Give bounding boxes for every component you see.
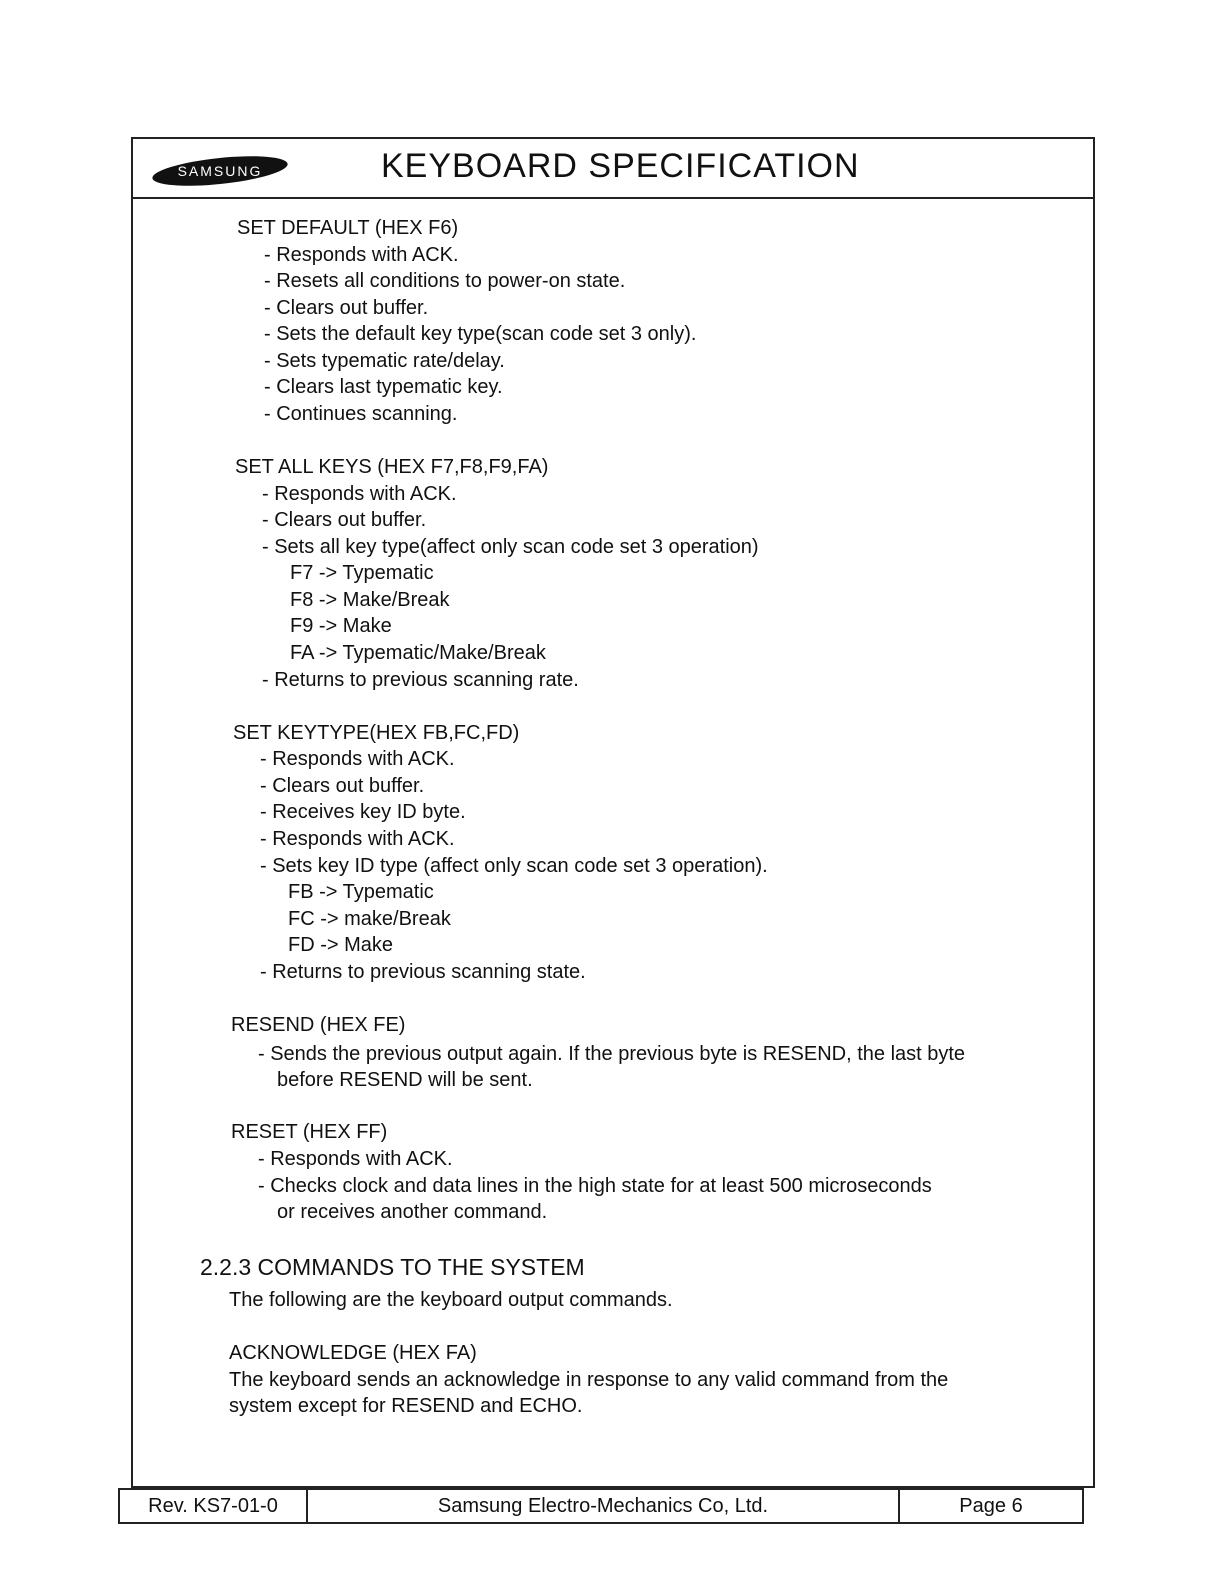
- subsection-heading: 2.2.3 COMMANDS TO THE SYSTEM: [200, 1254, 585, 1280]
- section-heading: SET DEFAULT (HEX F6): [237, 217, 459, 239]
- list-item: - Checks clock and data lines in the high state for at least 500 microseconds: [258, 1175, 932, 1197]
- section-heading: SET ALL KEYS (HEX F7,F8,F9,FA): [235, 456, 549, 478]
- section-heading: RESET (HEX FF): [231, 1121, 388, 1143]
- section-heading: SET KEYTYPE(HEX FB,FC,FD): [233, 722, 520, 744]
- list-item: or receives another command.: [277, 1201, 548, 1223]
- list-item: - Clears out buffer.: [262, 509, 427, 531]
- list-item: - Continues scanning.: [264, 403, 458, 425]
- list-item: before RESEND will be sent.: [277, 1069, 533, 1091]
- list-item: - Sends the previous output again. If the previous byte is RESEND, the last byte: [258, 1043, 966, 1065]
- list-item: FA -> Typematic/Make/Break: [290, 642, 546, 664]
- company-name: Samsung Electro-Mechanics Co, Ltd.: [308, 1490, 900, 1522]
- section-heading: RESEND (HEX FE): [231, 1014, 406, 1036]
- list-item: - Sets the default key type(scan code set 3 only).: [264, 323, 697, 345]
- list-item: - Responds with ACK.: [262, 483, 457, 505]
- list-item: - Clears out buffer.: [264, 297, 429, 319]
- page-header: [133, 139, 1093, 199]
- samsung-logo: [151, 156, 289, 186]
- list-item: FD -> Make: [288, 934, 394, 956]
- paragraph: The following are the keyboard output commands.: [229, 1289, 673, 1311]
- list-item: - Resets all conditions to power-on state.: [264, 270, 626, 292]
- list-item: - Responds with ACK.: [264, 244, 459, 266]
- list-item: F9 -> Make: [290, 615, 392, 637]
- svg-text:SAMSUNG: SAMSUNG: [177, 163, 263, 179]
- list-item: - Receives key ID byte.: [260, 801, 466, 823]
- list-item: - Sets key ID type (affect only scan code set 3 operation).: [260, 855, 768, 877]
- list-item: - Returns to previous scanning state.: [260, 961, 586, 983]
- list-item: - Responds with ACK.: [258, 1148, 453, 1170]
- list-item: FC -> make/Break: [288, 908, 451, 930]
- list-item: F7 -> Typematic: [290, 562, 434, 584]
- page-number: Page 6: [959, 1494, 1023, 1517]
- list-item: F8 -> Make/Break: [290, 589, 450, 611]
- list-item: - Responds with ACK.: [260, 748, 455, 770]
- paragraph: system except for RESEND and ECHO.: [229, 1395, 583, 1417]
- list-item: - Clears out buffer.: [260, 775, 425, 797]
- section-heading: ACKNOWLEDGE (HEX FA): [229, 1342, 477, 1364]
- revision-label: Rev. KS7-01-0: [120, 1490, 308, 1522]
- page-footer: [118, 1488, 1084, 1524]
- list-item: - Returns to previous scanning rate.: [262, 669, 579, 691]
- list-item: - Sets typematic rate/delay.: [264, 350, 505, 372]
- list-item: - Sets all key type(affect only scan code set 3 operation): [262, 536, 759, 558]
- list-item: - Responds with ACK.: [260, 828, 455, 850]
- paragraph: The keyboard sends an acknowledge in response to any valid command from the: [229, 1369, 949, 1391]
- list-item: FB -> Typematic: [288, 881, 434, 903]
- list-item: - Clears last typematic key.: [264, 376, 503, 398]
- page-title: KEYBOARD SPECIFICATION: [381, 147, 860, 185]
